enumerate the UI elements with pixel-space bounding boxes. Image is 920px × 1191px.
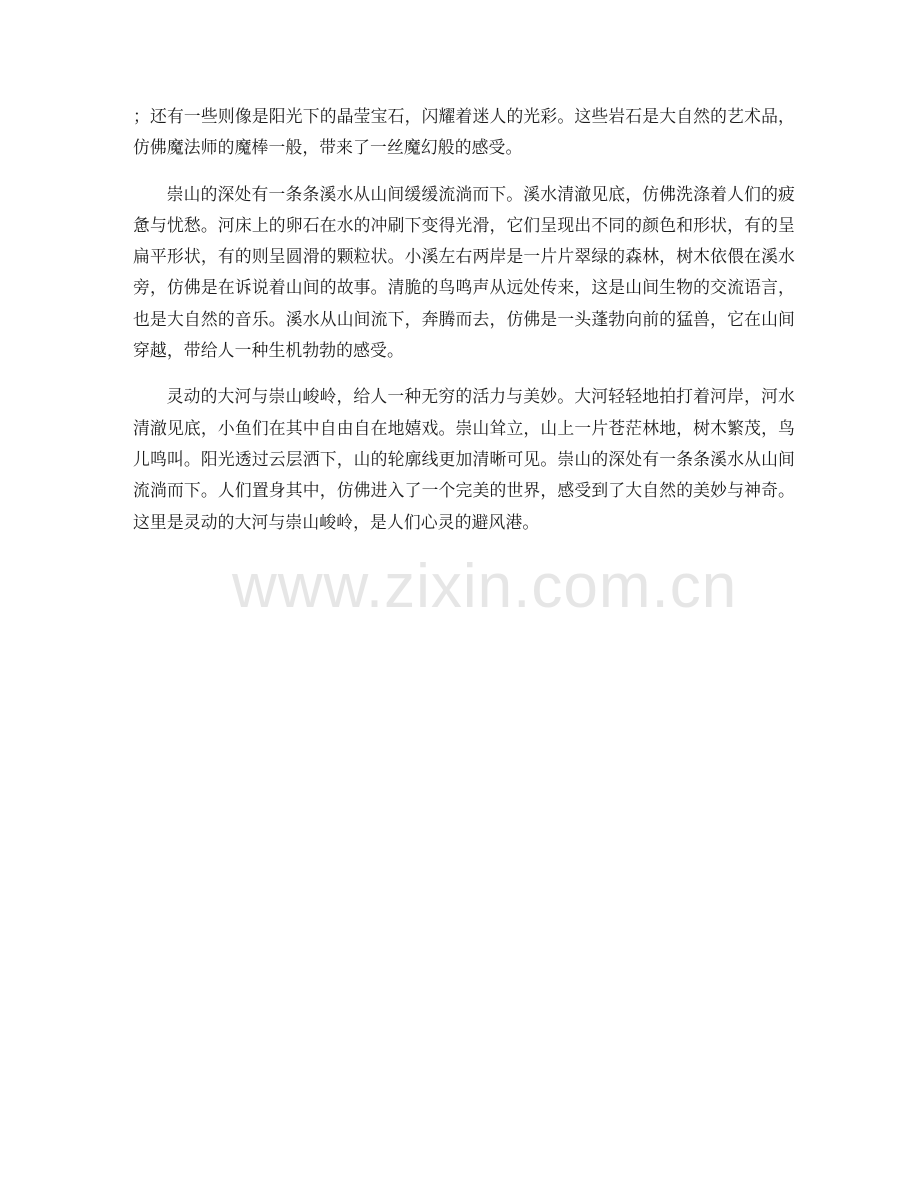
paragraph-stream: 崇山的深处有一条条溪水从山间缓缓流淌而下。溪水清澈见底，仿佛洗涤着人们的疲惫与忧愁。河床上的卵石在水的冲刷下变得光滑，它们呈现出不同的颜色和形状，有的呈扁平形状，有的则呈圆滑的颗粒状。小溪左右两岸是一片片翠绿的森林，树木依偎在溪水旁，仿佛是在诉说着山间的故事。清脆的鸟鸣声从远处传来，这是山间生物的交流语言，也是大自然的音乐。溪水从山间流下，奔腾而去，仿佛是一头蓬勃向前的猛兽，它在山间穿越，带给人一种生机勃勃的感受。 [133, 183, 795, 361]
document-body [133, 101, 795, 538]
watermark: www.zixin.com.cn [232, 552, 738, 621]
paragraph-river-mountains: 灵动的大河与崇山峻岭，给人一种无穷的活力与美妙。大河轻轻地拍打着河岸，河水清澈见底，小鱼们在其中自由自在地嬉戏。崇山耸立，山上一片苍茫林地，树木繁茂，鸟儿鸣叫。阳光透过云层洒下，山的轮廓线更加清晰可见。崇山的深处有一条条溪水从山间流淌而下。人们置身其中，仿佛进入了一个完美的世界，感受到了大自然的美妙与神奇。这里是灵动的大河与崇山峻岭，是人们心灵的避风港。 [133, 386, 795, 532]
paragraph-continuation: ；还有一些则像是阳光下的晶莹宝石，闪耀着迷人的光彩。这些岩石是大自然的艺术品，仿佛魔法师的魔棒一般，带来了一丝魔幻般的感受。 [133, 106, 795, 158]
